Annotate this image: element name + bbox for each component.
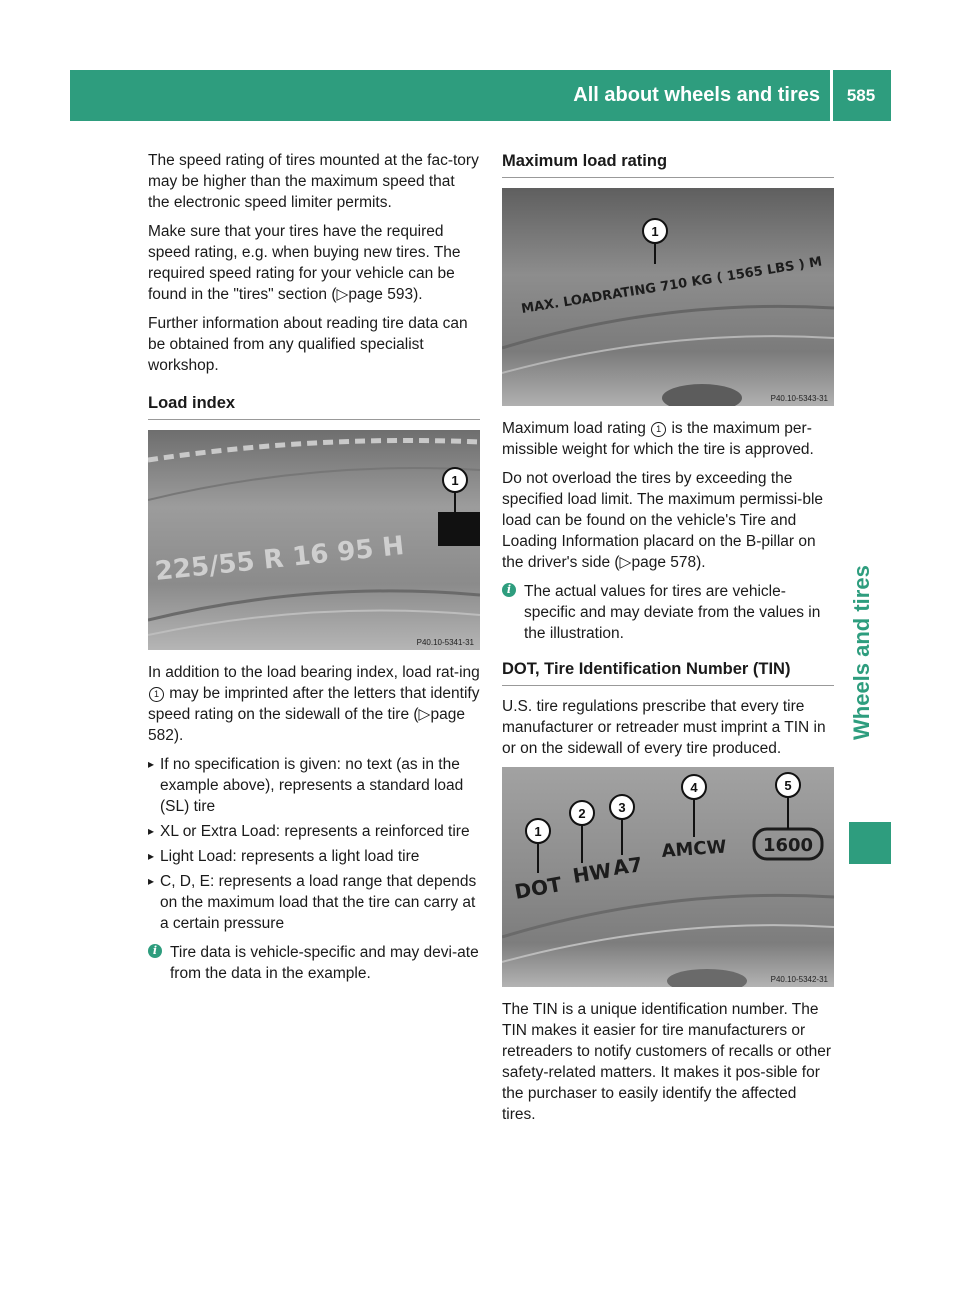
heading-rule [502, 177, 834, 178]
tin-marking-4: AMCW [660, 836, 728, 862]
paragraph-overload [502, 468, 834, 573]
text: In addition to the load bearing index, load rat-ing [148, 664, 480, 681]
header-title: All about wheels and tires [573, 84, 820, 106]
text: ). [696, 554, 706, 571]
paragraph-load-index [148, 662, 480, 746]
callout-4: 4 [690, 780, 698, 795]
side-tab-marker [849, 822, 891, 864]
figure-code: P40.10-5342-31 [770, 975, 828, 984]
figure-code: P40.10-5341-31 [416, 638, 474, 647]
paragraph-max-load [502, 418, 834, 460]
figure-code: P40.10-5343-31 [770, 394, 828, 403]
left-column [148, 150, 480, 992]
text: ). [173, 727, 184, 744]
note-actual-values [502, 581, 834, 644]
note-text: Tire data is vehicle-specific and may devi-ate from the data in the example. [170, 944, 479, 982]
tire-marking-text: MAX. LOADRATING 710 KG ( 1565 LBS ) M [520, 254, 824, 317]
page-ref-link[interactable]: page 593 [348, 286, 414, 303]
list-item: ▸ Light Load: represents a light load tire [148, 846, 480, 867]
callout-5: 5 [784, 778, 792, 793]
page-ref-link[interactable]: page 578 [631, 554, 697, 571]
tin-marking-2: HW [571, 858, 614, 888]
paragraph-tin-regulation: U.S. tire regulations prescribe that every tire manufacturer or retreader must imprint a TIN in or on the sidewall of every tire produced. [502, 698, 826, 757]
text: ). [413, 286, 423, 303]
heading-max-load-rating: Maximum load rating [502, 152, 668, 170]
callout-1-inline: 1 [149, 687, 164, 702]
page-ref-marker: ▷ [619, 554, 632, 571]
note-text: The actual values for tires are vehicle-specific and may deviate from the values in the illustration. [524, 583, 821, 642]
paragraph-required-speed [148, 221, 480, 305]
heading-rule [502, 685, 834, 686]
info-icon: i [148, 944, 162, 958]
callout-1-inline: 1 [651, 422, 666, 437]
text: Make sure that your tires have the required speed rating, e.g. when buying new tires. The required speed rating for your vehicle can be found in the "tires" section ( [148, 223, 461, 303]
tin-marking-1: DOT [512, 872, 564, 904]
info-icon: i [502, 583, 516, 597]
paragraph-speed-rating: The speed rating of tires mounted at the fac-tory may be higher than the maximum speed that the electronic speed limiter permits. [148, 152, 479, 211]
text: Do not overload the tires by exceeding the specified load limit. The maximum permissi-ble load can be found on the vehicle's Tire and Loading Information placard on the B-pillar on the driver's side ( [502, 470, 824, 571]
figure-max-load [502, 188, 834, 406]
heading-rule [148, 419, 480, 420]
list-item: ▸ C, D, E: represents a load range that depends on the maximum load that the tire can carry at a certain pressure [148, 871, 480, 934]
callout-1: 1 [451, 473, 459, 488]
callout-2: 2 [578, 806, 586, 821]
callout-1: 1 [651, 224, 659, 239]
tire-sidewall-illustration [502, 188, 834, 406]
page-ref-marker: ▷ [418, 706, 431, 723]
page-ref-link[interactable]: page 582 [148, 706, 465, 744]
header-separator [830, 70, 833, 121]
right-column [502, 150, 834, 1133]
side-tab-label: Wheels and tires [849, 565, 874, 740]
figure-load-index [148, 430, 480, 650]
page-number: 585 [846, 86, 876, 105]
tire-sidewall-illustration [148, 430, 480, 650]
list-item: ▸ If no specification is given: no text (as in the example above), represents a standard load (SL) tire [148, 754, 480, 817]
tin-marking-3: A7 [611, 852, 644, 880]
note-tire-data [148, 942, 480, 984]
load-type-list [148, 754, 480, 934]
text: may be imprinted after the letters that identify speed rating on the sidewall of the tire ( [148, 685, 480, 723]
paragraph-further-info: Further information about reading tire data can be obtained from any qualified specialist workshop. [148, 315, 468, 374]
text: is the maximum per-missible weight for which the tire is approved. [502, 420, 814, 458]
heading-load-index: Load index [148, 394, 236, 412]
tin-marking-5: 1600 [762, 835, 814, 856]
figure-dot-tin [502, 767, 834, 987]
callout-3: 3 [618, 800, 626, 815]
heading-dot-tin: DOT, Tire Identification Number (TIN) [502, 660, 791, 678]
list-item: ▸ XL or Extra Load: represents a reinforced tire [148, 821, 480, 842]
tire-sidewall-illustration [502, 767, 834, 987]
tire-marking-text: 225/55 R 16 95 H [153, 530, 406, 587]
paragraph-tin-purpose: The TIN is a unique identification number. The TIN makes it easier for tire manufacturers or retreaders to notify customers of recalls or other safety-related matters. It makes it pos-sible for the purchaser to easily identify the affected tires. [502, 1001, 832, 1123]
page-ref-marker: ▷ [336, 286, 349, 303]
text: Maximum load rating [502, 420, 651, 437]
callout-1: 1 [534, 824, 542, 839]
